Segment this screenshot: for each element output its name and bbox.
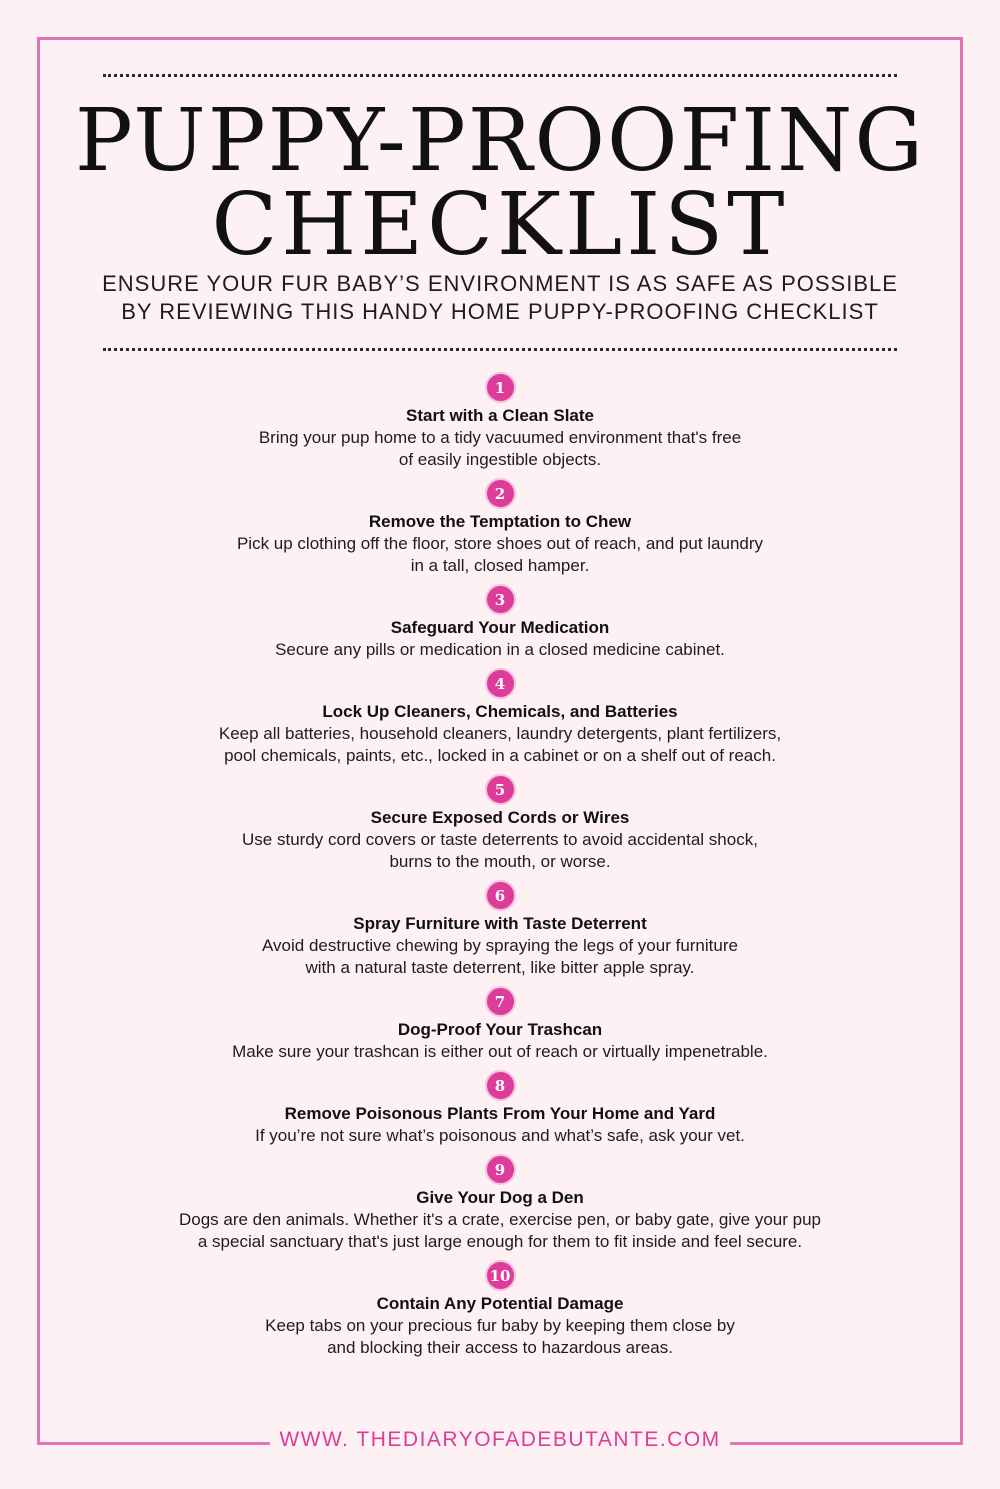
number-badge: 8	[485, 1070, 516, 1101]
item-title: Secure Exposed Cords or Wires	[370, 808, 630, 827]
item-title: Contain Any Potential Damage	[376, 1294, 624, 1313]
number-badge: 1	[485, 372, 516, 403]
website-link[interactable]: WWW. THEDIARYOFADEBUTANTE.COM	[279, 1428, 721, 1451]
item-title: Safeguard Your Medication	[390, 618, 610, 637]
item-description: Make sure your trashcan is either out of reach or virtually impenetrable.	[232, 1042, 768, 1061]
number-badge: 4	[485, 668, 516, 699]
page-title-line-1: PUPPY-PROOFING	[74, 91, 926, 191]
checklist-item	[100, 372, 900, 471]
checklist-item	[100, 1070, 900, 1147]
checklist-item	[100, 986, 900, 1063]
checklist-item	[100, 478, 900, 577]
item-title: Dog-Proof Your Trashcan	[397, 1020, 603, 1039]
subtitle: ENSURE YOUR FUR BABY’S ENVIRONMENT IS AS SAFE AS POSSIBLE BY REVIEWING THIS HANDY HOME PUPPY-PROOFING CHECKLIST	[102, 271, 898, 324]
item-description: Secure any pills or medication in a closed medicine cabinet.	[275, 640, 725, 659]
checklist-item	[100, 774, 900, 873]
item-description: Keep all batteries, household cleaners, laundry detergents, plant fertilizers, pool chemicals, paints, etc., locked in a cabinet or on a shelf out of reach.	[218, 724, 782, 765]
item-description: Dogs are den animals. Whether it's a crate, exercise pen, or baby gate, give your pup a special sanctuary that's just large enough for them to fit inside and feel secure.	[178, 1210, 822, 1251]
checklist-item	[100, 668, 900, 767]
item-description: Keep tabs on your precious fur baby by keeping them close by and blocking their access to hazardous areas.	[265, 1316, 735, 1357]
number-badge: 6	[485, 880, 516, 911]
item-description: If you’re not sure what’s poisonous and what’s safe, ask your vet.	[255, 1126, 745, 1145]
bottom-dotted-divider	[103, 348, 897, 351]
number-badge: 3	[485, 584, 516, 615]
checklist-item	[100, 1260, 900, 1359]
checklist	[100, 372, 900, 1366]
item-title: Remove the Temptation to Chew	[368, 512, 632, 531]
number-badge: 2	[485, 478, 516, 509]
item-title: Lock Up Cleaners, Chemicals, and Batteries	[322, 702, 678, 721]
item-description: Pick up clothing off the floor, store shoes out of reach, and put laundry in a tall, closed hamper.	[236, 534, 764, 575]
item-description: Bring your pup home to a tidy vacuumed environment that's free of easily ingestible objects.	[258, 428, 742, 469]
number-badge: 5	[485, 774, 516, 805]
checklist-item	[100, 584, 900, 661]
number-badge: 9	[485, 1154, 516, 1185]
item-description: Avoid destructive chewing by spraying the legs of your furniture with a natural taste deterrent, like bitter apple spray.	[262, 936, 738, 977]
item-title: Remove Poisonous Plants From Your Home and Yard	[284, 1104, 716, 1123]
top-dotted-divider	[103, 74, 897, 77]
page-title-line-2: CHECKLIST	[211, 175, 789, 275]
item-title: Give Your Dog a Den	[416, 1188, 584, 1207]
item-description: Use sturdy cord covers or taste deterrents to avoid accidental shock, burns to the mouth, or worse.	[242, 830, 758, 871]
item-title: Spray Furniture with Taste Deterrent	[353, 914, 647, 933]
number-badge: 10	[485, 1260, 516, 1291]
checklist-item	[100, 880, 900, 979]
checklist-item	[100, 1154, 900, 1253]
number-badge: 7	[485, 986, 516, 1017]
item-title: Start with a Clean Slate	[406, 406, 594, 425]
